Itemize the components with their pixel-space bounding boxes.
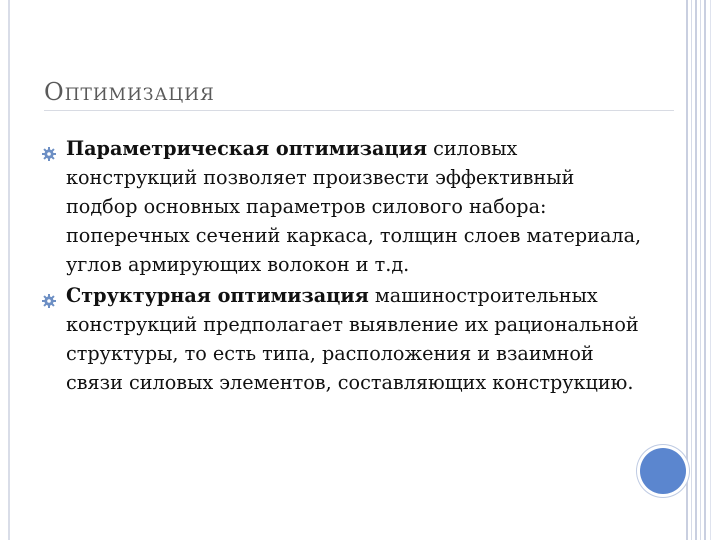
gear-icon	[42, 140, 56, 154]
bullet-item-structural	[42, 281, 642, 397]
slide-title	[44, 78, 215, 106]
right-decorative-stripes	[686, 0, 720, 540]
left-border-line	[8, 0, 10, 540]
bullet-item-parametric	[42, 134, 642, 279]
slide-title-rest: ПТИМИЗАЦИЯ	[64, 85, 215, 105]
bullet-2-bold-term: Структурная оптимизация	[66, 284, 369, 307]
bullet-2-text: машиностроительных конструкций предполагает выявление их рациональной структуры, то есть типа, расположения и взаимной связи силовых элементов, составляющих конструкцию.	[66, 284, 639, 394]
slide-title-initial: О	[44, 78, 65, 106]
bullet-1-text: силовых конструкций позволяет произвести эффективный подбор основных параметров силового набора: поперечных сечений каркаса, толщин слоев материала, углов армирующих волокон и т.д.	[66, 137, 642, 276]
bullet-list	[42, 134, 642, 399]
decorative-circle	[640, 448, 686, 494]
gear-icon	[42, 287, 56, 301]
title-divider	[44, 110, 674, 111]
bullet-1-bold-term: Параметрическая оптимизация	[66, 137, 428, 160]
